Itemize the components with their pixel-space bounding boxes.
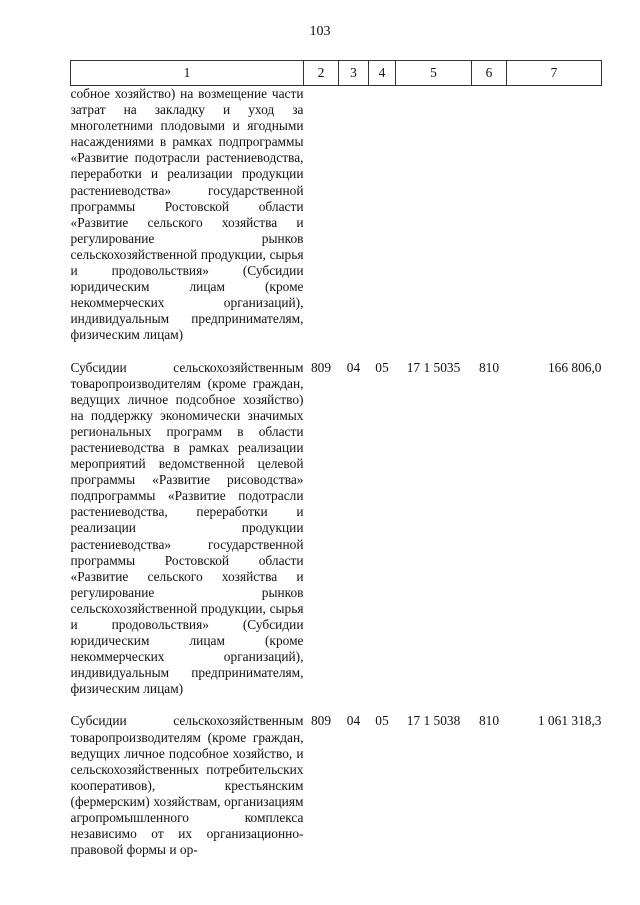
row-description: Субсидии сельскохозяйственным товаропроизводителям (кроме граждан, ведущих личное подсобное хозяйство, и сельскохозяйственных потребительских кооперативов), крестьянским (фермерским) хозяйствам, организациям агропромышленного комплекса независимо от их организационно-правовой формы и ор- <box>70 713 304 858</box>
row-spacer <box>71 697 602 713</box>
row-target-article <box>396 86 472 344</box>
header-row <box>71 61 602 86</box>
column-header-4: 4 <box>369 61 396 86</box>
row-amount: 166 806,0 <box>547 359 602 375</box>
row-admin-code <box>304 86 339 344</box>
row-description: Субсидии сельскохозяйственным товаропроизводителям (кроме граждан, ведущих личное подсобное хозяйство) на поддержку экономически значимых региональных программ в области растениеводства в рамках реализации мероприятий ведомственной целевой программы «Развитие рисоводства» подпрограммы «Развитие подотрасли растениеводства, переработки и реализации продукции растениеводства» государственной программы Ростовской области «Развитие сельского хозяйства и регулирование рынков сельскохозяйственной продукции, сырья и продовольствия» (Субсидии юридическим лицам (кроме некоммерческих организаций), индивидуальным предпринимателям, физическим лицам) <box>70 359 304 697</box>
row-target-article: 17 1 5038 <box>406 713 461 729</box>
row-admin-code: 809 <box>310 713 332 729</box>
row-description: собное хозяйство) на возмещение части затрат на закладку и уход за многолетними плодовыми и ягодными насаждениями в рамках подпрограммы «Развитие подотрасли растениеводства, переработки и реализации продукции растениеводства» государственной программы Ростовской области «Развитие сельского хозяйства и регулирование рынков сельскохозяйственной продукции, сырья и продовольствия» (Субсидии юридическим лицам (кроме некоммерческих организаций), индивидуальным предпринимателям, физическим лицам) <box>70 86 304 343</box>
table-row <box>71 86 602 344</box>
row-section <box>339 86 369 344</box>
row-subsection <box>369 86 396 344</box>
row-expense-type: 810 <box>478 359 500 375</box>
row-expense-type: 810 <box>478 713 500 729</box>
column-header-6: 6 <box>472 61 507 86</box>
column-header-5: 5 <box>396 61 472 86</box>
row-expense-type <box>472 86 507 344</box>
row-section: 04 <box>346 713 361 729</box>
row-target-article: 17 1 5035 <box>406 359 461 375</box>
column-header-3: 3 <box>339 61 369 86</box>
page-number: 103 <box>309 24 331 39</box>
column-header-7: 7 <box>507 61 602 86</box>
row-subsection: 05 <box>375 359 389 375</box>
row-amount <box>507 86 602 344</box>
table-row <box>71 713 602 858</box>
budget-table <box>70 60 602 858</box>
column-header-2: 2 <box>304 61 339 86</box>
row-spacer <box>71 344 602 360</box>
row-section: 04 <box>346 359 361 375</box>
row-amount: 1 061 318,3 <box>537 713 602 729</box>
table-row <box>71 360 602 698</box>
row-subsection: 05 <box>375 713 389 729</box>
column-header-1: 1 <box>71 61 304 86</box>
row-admin-code: 809 <box>310 359 332 375</box>
